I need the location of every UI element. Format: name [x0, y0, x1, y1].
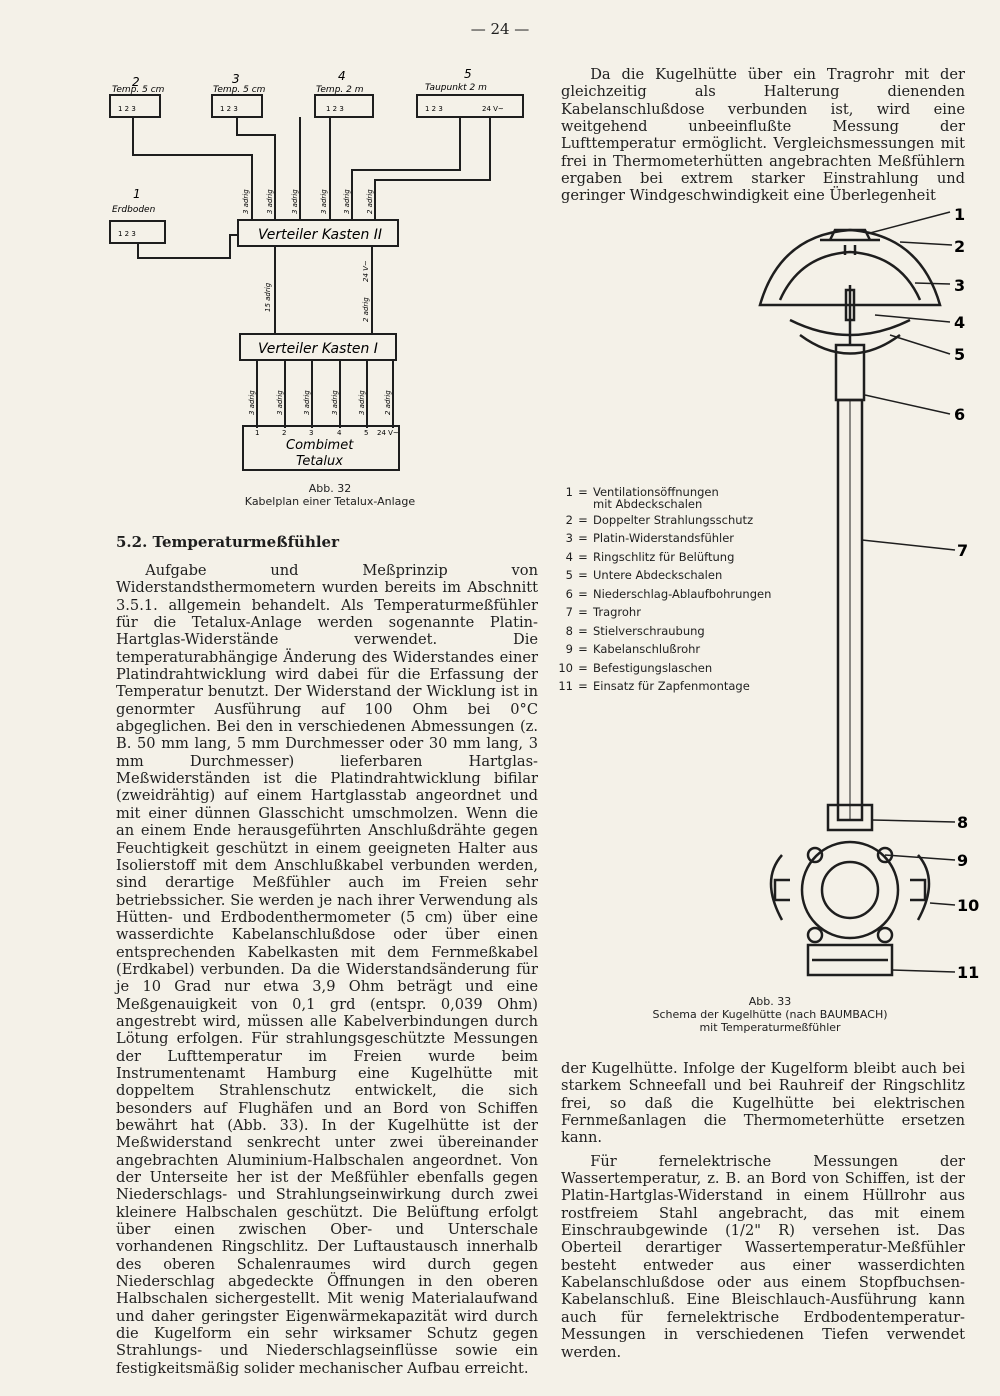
- figure-33-subtitle: mit Temperaturmeßfühler: [699, 1021, 841, 1034]
- figure-32-title: Kabelplan einer Tetalux-Anlage: [244, 495, 416, 508]
- legend-eq: =: [578, 605, 588, 619]
- legend-text: Kabelanschlußrohr: [593, 642, 701, 656]
- wire-bottom-2: 3 adrig: [276, 390, 284, 415]
- wire-bottom-5: 3 adrig: [358, 390, 366, 415]
- sensor-2-pins: 1 2 3: [118, 105, 136, 113]
- sphere-label-11: 11: [957, 963, 980, 982]
- legend-num: 3: [565, 531, 573, 545]
- legend-num: 8: [565, 623, 573, 638]
- legend-item: [553, 622, 803, 641]
- figure-32-number: Abb. 32: [308, 482, 352, 495]
- sphere-label-1: 1: [954, 205, 966, 224]
- box-1-label: Verteiler Kasten I: [258, 341, 378, 357]
- figure-33-legend: [553, 483, 803, 696]
- legend-item: [553, 585, 803, 604]
- combimet-pin-5: 5: [364, 429, 369, 437]
- legend-item-sub: [553, 498, 803, 511]
- sensor-4-label: Temp. 2 m: [316, 85, 364, 95]
- figure-33-caption: [620, 995, 920, 1034]
- wire-bottom-1: 3 adrig: [248, 390, 256, 415]
- legend-num: 10: [558, 660, 573, 675]
- legend-eq: =: [578, 679, 588, 693]
- sphere-label-3: 3: [954, 276, 966, 295]
- combimet-pin-24v: 24 V~: [377, 429, 399, 437]
- wire-top-3: 3 adrig: [291, 189, 299, 214]
- wire-mid-2: 2 adrig: [362, 297, 370, 322]
- legend-text: Doppelter Strahlungsschutz: [593, 512, 754, 527]
- sensor-4-pins: 1 2 3: [326, 105, 344, 113]
- sphere-label-4: 4: [954, 313, 966, 332]
- legend-eq: =: [578, 549, 588, 564]
- sensor-5-pins: 1 2 3: [425, 105, 443, 113]
- legend-text: Einsatz für Zapfenmontage: [593, 679, 750, 693]
- sphere-label-8: 8: [957, 813, 969, 832]
- legend-item: [553, 640, 803, 659]
- legend-eq: =: [578, 568, 588, 582]
- ground-sensor-label: Erdboden: [112, 205, 156, 215]
- legend-num: 11: [558, 679, 573, 693]
- wire-top-6: 2 adrig: [366, 189, 374, 214]
- sensor-3-pins: 1 2 3: [220, 105, 238, 113]
- wire-mid-24v: 24 V~: [362, 260, 370, 282]
- combimet-label: Combimet: [286, 438, 354, 453]
- legend-item: [553, 677, 803, 696]
- legend-text: Ringschlitz für Belüftung: [593, 549, 735, 564]
- legend-num: 1: [565, 485, 573, 499]
- ground-sensor-pins: 1 2 3: [118, 230, 136, 238]
- legend-item: [553, 603, 803, 622]
- legend-num: 9: [565, 642, 573, 656]
- figure-33-number: Abb. 33: [748, 995, 792, 1008]
- sensor-5-num: 5: [464, 67, 472, 81]
- legend-eq: =: [578, 586, 588, 601]
- legend-text: Stielverschraubung: [593, 623, 705, 638]
- legend-item: [553, 566, 803, 585]
- sensor-2-label: Temp. 5 cm: [112, 85, 165, 95]
- page-number: — 24 —: [470, 20, 530, 38]
- sphere-label-2: 2: [954, 237, 966, 256]
- right-paragraph-3: Für fernelektrische Messungen der Wassertemperatur, z. B. an Bord von Schiffen, ist der Platin-Hartglas-Widerstand in einem Hüllrohr aus rostfreiem Stahl angebracht, das mit einem Einschraubgewinde (1/2" R) versehen ist. Das Oberteil derartiger Wassertemperatur-Meßfühler besteht entweder aus einer wasserdichten Kabelanschlußdose oder aus einem Stopfbuchsen-Kabelanschluß. Eine Bleischlauch-Ausführung kann auch für fernelektrische Erdbodentemperatur-Messungen in verschiedenen Tiefen verwendet werden.: [561, 1152, 965, 1361]
- legend-eq: =: [578, 660, 588, 675]
- legend-eq: =: [578, 485, 588, 499]
- sphere-label-6: 6: [954, 405, 966, 424]
- wire-top-4: 3 adrig: [320, 189, 328, 214]
- legend-item: [553, 548, 803, 567]
- legend-num: 4: [565, 549, 573, 564]
- legend-num: 6: [565, 586, 573, 601]
- combimet-pin-4: 4: [337, 429, 342, 437]
- legend-eq: =: [578, 642, 588, 656]
- legend-text: Untere Abdeckschalen: [593, 568, 723, 582]
- legend-text: Ventilationsöffnungen: [593, 485, 719, 499]
- wire-top-2: 3 adrig: [266, 189, 274, 214]
- combimet-pin-2: 2: [282, 429, 287, 437]
- wire-top-1: 3 adrig: [242, 189, 250, 214]
- ground-sensor-num: 1: [133, 187, 141, 201]
- sphere-label-9: 9: [957, 851, 969, 870]
- figure-33-title: Schema der Kugelhütte (nach BAUMBACH): [652, 1008, 888, 1021]
- combimet-pin-3: 3: [309, 429, 314, 437]
- legend-text: Tragrohr: [593, 605, 641, 619]
- sensor-5-supply: 24 V~: [482, 105, 504, 113]
- sphere-label-5: 5: [954, 345, 966, 364]
- legend-num: 2: [565, 512, 573, 527]
- sensor-3-num: 3: [232, 72, 240, 86]
- sensor-5-label: Taupunkt 2 m: [425, 83, 487, 93]
- right-paragraph-2: der Kugelhütte. Infolge der Kugelform bleibt auch bei starkem Schneefall und bei Rauhreif der Ringschlitz frei, so daß die Kugelhütte bei elektrischen Fernmeßanlagen die Thermometerhütte ersetzen kann.: [561, 1060, 965, 1147]
- legend-num: 7: [565, 605, 573, 619]
- wire-bottom-3: 3 adrig: [303, 390, 311, 415]
- legend-num: 5: [565, 568, 573, 582]
- sensor-4-num: 4: [338, 69, 346, 83]
- wire-mid-15: 15 adrig: [264, 282, 272, 312]
- section-heading: 5.2. Temperaturmeßfühler: [116, 533, 340, 551]
- right-paragraph-1: Da die Kugelhütte über ein Tragrohr mit der gleichzeitig als Halterung dienenden Kabelanschlußdose verbunden ist, wird eine weitgehend unbeeinflußte Messung der Lufttemperatur ermöglicht. Vergleichsmessungen mit frei in Thermometerhütten angebrachten Meßfühlern ergaben bei extrem starker Einstrahlung und geringer Windgeschwindigkeit eine Überlegenheit: [561, 66, 965, 205]
- left-paragraph: Aufgabe und Meßprinzip von Widerstandsthermometern wurden bereits im Abschnitt 3.5.1. allgemein behandelt. Als Temperaturmeßfühler für die Tetalux-Anlage werden sogenannte Platin-Hartglas-Widerstände verwendet. Die temperaturabhängige Änderung des Widerstandes einer Platindrahtwicklung wird dabei für die Erfassung der Temperatur benutzt. Der Widerstand der Wicklung ist in genormter Ausführung auf 100 Ohm bei 0°C abgeglichen. Bei den in verschiedenen Abmessungen (z. B. 50 mm lang, 5 mm Durchmesser oder 30 mm lang, 3 mm Durchmesser) lieferbaren Hartglas-Meßwiderständen ist die Platindrahtwicklung bifilar (zweidrähtig) auf einem Hartglasstab angeordnet und mit einer dünnen Glasschicht umschmolzen. Wenn die an einem Ende herausgeführten Anschlußdrähte gegen Feuchtigkeit geschützt in einem geeigneten Halter aus Isolierstoff mit dem Anschlußkabel verbunden werden, sind derartige Meßfühler auch im Freien sehr betriebssicher. Sie werden je nach ihrer Verwendung als Hütten- und Erdbodenthermometer (5 cm) über eine wasserdichte Kabelanschlußdose oder über einen entsprechenden Kabelkasten mit dem Fernmeßkabel (Erdkabel) verbunden. Da die Widerstandsänderung für je 10 Grad nur etwa 3,9 Ohm beträgt und eine Meßgenauigkeit von 0,1 grd (entspr. 0,039 Ohm) angestrebt wird, müssen alle Kabelverbindungen durch Lötung erfolgen. Für strahlungsgeschützte Messungen der Lufttemperatur im Freien wurde beim Instrumentenamt Hamburg eine Kugelhütte mit doppeltem Strahlenschutz entwickelt, die sich besonders auf Flughäfen und an Bord von Schiffen bewährt hat (Abb. 33). In der Kugelhütte ist der Meßwiderstand senkrecht unter zwei übereinander angebrachten Aluminium-Halbschalen angeordnet. Von der Unterseite her ist der Meßfühler ebenfalls gegen Niederschlags- und Strahlungseinwirkung durch zwei kleinere Halbschalen geschützt. Die Belüftung erfolgt über einen zwischen Ober- und Unterschale vorhandenen Ringschlitz. Der Luftaustausch innerhalb des oberen Schalenraumes wird durch gegen Niederschlag abgedeckte Öffnungen in den oberen Halbschalen sichergestellt. Mit wenig Materialaufwand und daher geringster Eigenwärmekapazität wird durch die Kugelform ein sehr wirksamer Schutz gegen Strahlungs- und Niederschlagseinflüsse sowie ein festigkeitsmäßig solider mechanischer Aufbau erreicht.: [116, 562, 538, 1377]
- right-column-bottom: [561, 1060, 965, 1361]
- legend-eq: =: [578, 623, 588, 638]
- tetalux-label: Tetalux: [296, 454, 343, 469]
- wire-top-5: 3 adrig: [343, 189, 351, 214]
- wire-bottom-4: 3 adrig: [331, 390, 339, 415]
- legend-text: Befestigungslaschen: [593, 660, 713, 675]
- sensor-3-label: Temp. 5 cm: [213, 85, 266, 95]
- legend-subtext: mit Abdeckschalen: [593, 496, 703, 511]
- legend-text: Platin-Widerstandsfühler: [593, 531, 735, 545]
- legend-eq: =: [578, 531, 588, 545]
- legend-item: [553, 529, 803, 548]
- wire-bottom-6: 2 adrig: [384, 390, 392, 415]
- legend-eq: =: [578, 512, 588, 527]
- legend-item: [553, 659, 803, 678]
- sphere-label-10: 10: [957, 896, 980, 915]
- sensor-2-num: 2: [132, 75, 140, 89]
- box-2-label: Verteiler Kasten II: [258, 227, 383, 243]
- sphere-label-7: 7: [957, 541, 969, 560]
- combimet-pin-1: 1: [255, 429, 260, 437]
- legend-text: Niederschlag-Ablaufbohrungen: [593, 586, 772, 601]
- legend-item: [553, 511, 803, 530]
